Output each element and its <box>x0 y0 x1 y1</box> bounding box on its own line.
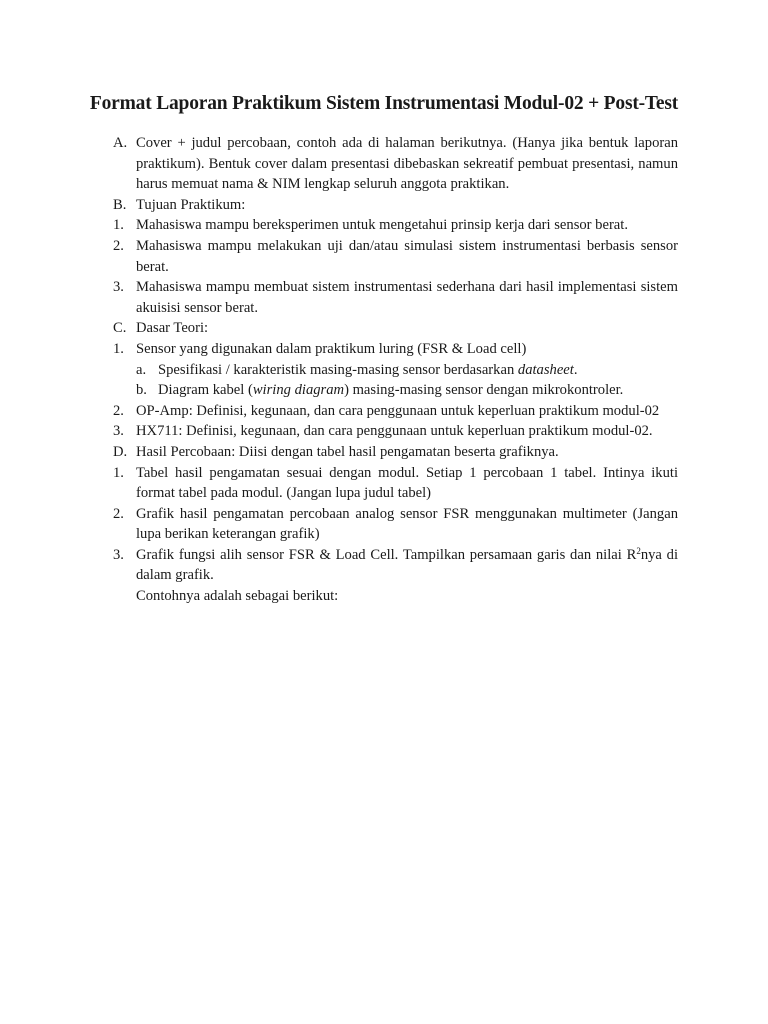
list-item-text: Sensor yang digunakan dalam praktikum luring (FSR & Load cell) <box>136 340 527 357</box>
italic-term: datasheet <box>517 361 574 378</box>
list-marker: 3. <box>113 423 124 440</box>
list-marker: 2. <box>113 237 124 254</box>
section-d-heading: Hasil Percobaan: Diisi dengan tabel hasil pengamatan beserta grafiknya. <box>136 443 559 460</box>
sub-list-item-text <box>158 360 678 381</box>
document-body <box>113 133 678 607</box>
list-marker: 2. <box>113 402 124 419</box>
list-item <box>113 277 678 318</box>
sub-list-item <box>113 360 678 381</box>
list-item <box>113 236 678 277</box>
list-marker: 1. <box>113 464 124 481</box>
list-marker: 3. <box>113 279 124 296</box>
section-a-text: Cover + judul percobaan, contoh ada di halaman berikutnya. (Hanya jika bentuk laporan praktikum). Bentuk cover dalam presentasi dibebaskan sekreatif pembuat presentasi, namun harus memuat nama & NIM lengkap seluruh anggota praktikan. <box>136 135 678 193</box>
section-marker: B. <box>113 196 127 213</box>
sub-list-marker: a. <box>136 361 147 378</box>
list-item <box>113 215 678 236</box>
closing-text: Contohnya adalah sebagai berikut: <box>136 588 339 605</box>
text-run: Diagram kabel ( <box>158 382 253 399</box>
list-item <box>113 401 678 422</box>
list-item-text: Mahasiswa mampu membuat sistem instrumentasi sederhana dari hasil implementasi sistem akuisisi sensor berat. <box>136 279 678 316</box>
section-c-heading: Dasar Teori: <box>136 320 209 337</box>
text-run: . <box>573 361 578 378</box>
list-marker: 2. <box>113 505 124 522</box>
list-item-text: OP-Amp: Definisi, kegunaan, dan cara penggunaan untuk keperluan praktikum modul-02 <box>136 402 660 419</box>
list-marker: 3. <box>113 546 124 563</box>
list-item-text: Mahasiswa mampu bereksperimen untuk mengetahui prinsip kerja dari sensor berat. <box>136 217 628 234</box>
list-item-text: Grafik hasil pengamatan percobaan analog sensor FSR menggunakan multimeter (Jangan lupa berikan keterangan grafik) <box>136 505 678 543</box>
list-marker: 1. <box>113 340 124 357</box>
list-item-text <box>136 545 678 586</box>
superscript: 2 <box>636 545 641 556</box>
list-item <box>113 504 678 545</box>
list-item <box>113 421 678 442</box>
text-run: Grafik fungsi alih sensor FSR & Load Cell. Tampilkan persamaan garis dan nilai R <box>136 546 637 563</box>
list-item-text: Tabel hasil pengamatan sesuai dengan modul. Setiap 1 percobaan 1 tabel. Intinya ikuti format tabel pada modul. (Jangan lupa judul tabel) <box>136 464 678 502</box>
section-b-heading: Tujuan Praktikum: <box>136 196 246 213</box>
section-marker: A. <box>113 135 128 151</box>
list-item <box>113 545 678 586</box>
section-b-heading-row <box>113 195 678 216</box>
list-item <box>113 339 678 360</box>
section-marker: D. <box>113 443 128 460</box>
sub-list-item-text <box>158 380 678 401</box>
page-title: Format Laporan Praktikum Sistem Instrumentasi Modul-02 + Post-Test <box>89 93 679 114</box>
section-d-heading-row <box>113 442 678 463</box>
text-run: nya di dalam grafik. <box>136 546 678 584</box>
section-marker: C. <box>113 320 127 337</box>
list-item <box>113 463 678 504</box>
section-a <box>113 133 678 195</box>
section-c-heading-row <box>113 318 678 339</box>
list-item-text: Mahasiswa mampu melakukan uji dan/atau simulasi sistem instrumentasi berbasis sensor berat. <box>136 237 678 275</box>
list-marker: 1. <box>113 217 124 234</box>
italic-term: wiring diagram <box>252 382 345 399</box>
sub-list-item <box>113 380 678 401</box>
sub-list-marker: b. <box>136 382 147 399</box>
text-run: Spesifikasi / karakteristik masing-masing sensor berdasarkan <box>158 361 518 378</box>
text-run: ) masing-masing sensor dengan mikrokontroler. <box>344 382 624 399</box>
list-item-text: HX711: Definisi, kegunaan, dan cara penggunaan untuk keperluan praktikum modul-02. <box>136 423 653 440</box>
